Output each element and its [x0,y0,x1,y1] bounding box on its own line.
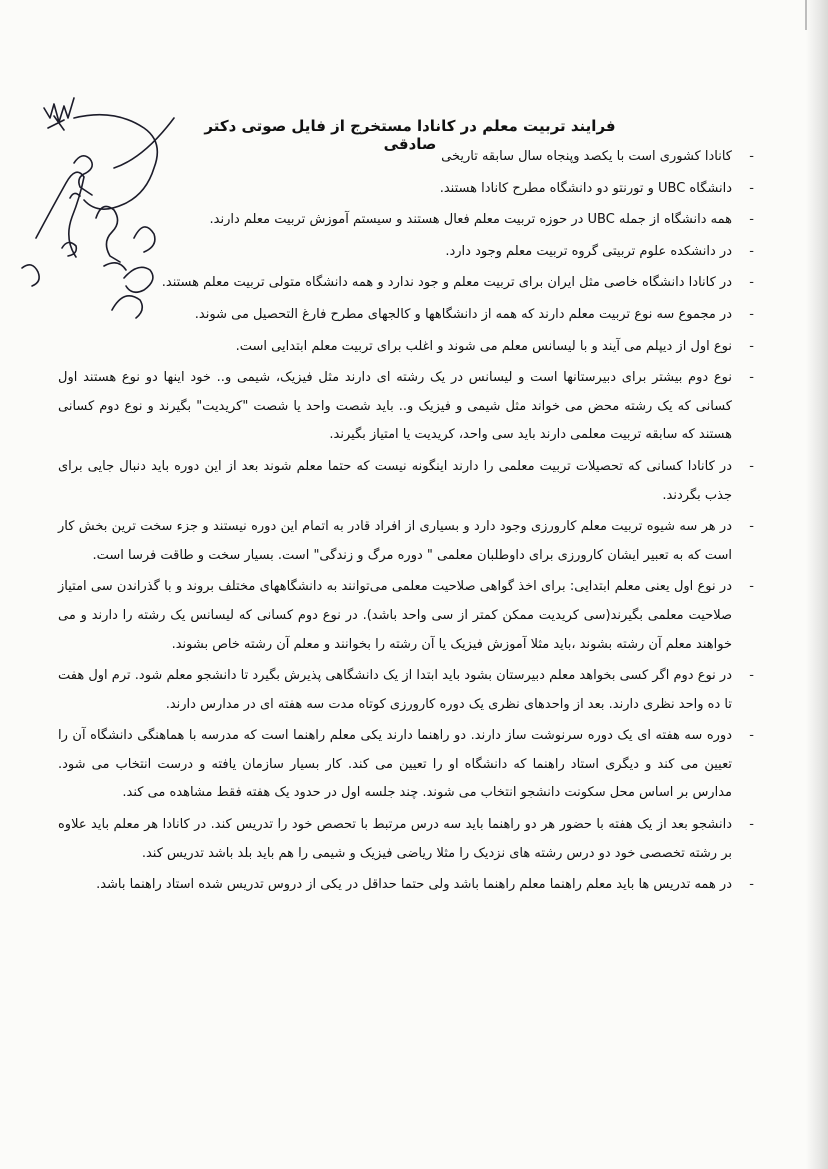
list-item-text: در همه تدریس ها باید معلم راهنما معلم راهنما باشد ولی حتما حداقل در یکی از دروس تدریس شده استاد راهنما باشد. [96,877,732,893]
list-item-text: دانشگاه UBC و تورنتو دو دانشگاه مطرح کانادا هستند. [439,180,732,196]
bullet-dash: - [749,306,754,322]
list-item-text: در دانشکده علوم تربیتی گروه تربیت معلم وجود دارد. [445,243,732,259]
bullet-dash: - [749,275,754,291]
list-item-text: نوع اول از دیپلم می آیند و با لیسانس معلم می شوند و اغلب برای تربیت معلم ابتدایی است. [235,338,732,354]
list-item [58,333,756,362]
bullet-dash: - [749,458,754,474]
list-item-text: در مجموع سه نوع تربیت معلم دارند که همه از دانشگاهها و کالجهای مطرح فارغ التحصیل می شوند. [194,306,732,322]
bullet-dash: - [749,579,754,595]
bullet-dash: - [749,338,754,354]
list-item-text: در نوع دوم اگر کسی بخواهد معلم دبیرستان بشود باید ابتدا از یک دانشگاهی پذیرش بگیرد تا دانشجو معلم شود. ترم اول هفت تا ده واحد نظری دارند. بعد از واحدهای نظری یک دوره کارورزی کوتاه مدت سه هفته ای در مدارس دارند. [58,668,732,712]
bullet-dash: - [749,180,754,196]
list-item-text: دانشجو بعد از یک هفته با حضور هر دو راهنما باید سه درس مرتبط با تحصص خود را تدریس کند. در کانادا هر معلم باید علاوه بر رشته تخصصی خود دو درس رشته های نزدیک را مثلا ریاضی فیزیک و شیمی را هم باید بلد باشد تدریس کند. [58,817,732,861]
list-item [58,573,756,659]
page-edge-shadow [806,0,828,1169]
list-item [58,364,756,450]
list-item [58,269,756,298]
bullet-dash: - [749,149,754,164]
list-item [58,238,756,267]
list-item [58,811,756,868]
list-item [58,513,756,570]
list-item [58,871,756,900]
list-item-text: در کانادا کسانی که تحصیلات تربیت معلمی را دارند اینگونه نیست که حتما معلم شوند بعد از این دوره باید دنبال جایی برای جذب بگردند. [58,458,732,503]
list-item [58,143,756,172]
page-fold-mark [805,0,807,30]
list-item [58,662,756,719]
bullet-dash: - [749,817,754,833]
list-item-text: در هر سه شیوه تربیت معلم کارورزی وجود دارد و بسیاری از افراد قادر به اتمام این دوره نیستند و جزء سخت ترین بخش کار است که به تعبیر ایشان کارورزی برای داوطلبان معلمی " دوره مرگ و زندگی" است. بسیار سخت و طاقت فرسا است. [58,519,732,563]
list-item-text: کانادا کشوری است با یکصد وپنجاه سال سابقه تاریخی [441,149,732,164]
bullet-dash: - [749,728,754,744]
list-item-text: دوره سه هفته ای یک دوره سرنوشت ساز دارند. دو راهنما دارند یکی معلم راهنما است که مدرسه با هماهنگی دانشگاه آن را تعیین می کند و دیگری استاد راهنما که دانشگاه او را تعیین می کند. کار بسیار سازمان یافته و درست انتخاب می شود. مدارس بر اساس محل سکونت دانشجو انتخاب می شوند. چند جلسه اول در حدود یک هفته فقط مشاهده می کند. [58,728,732,801]
list-item [58,206,756,235]
document-title: فرایند تربیت معلم در کانادا مستخرج از فایل صوتی دکتر صادقی [204,117,616,153]
bullet-dash: - [749,519,754,535]
list-item-text: نوع دوم بیشتر برای دبیرستانها است و لیسانس در یک رشته ای دارند مثل فیزیک، شیمی و.. خود اینها دو نوع هستند اول کسانی که یک رشته محض می خواند مثل شیمی و فیزیک و.. باید شصت واحد یا شصت "کریدیت" بگیرند و نوع دوم کسانی هستند که سابقه تربیت معلمی دارند باید سی واحد، کریدیت یا امتیاز بگیرند. [58,370,732,443]
list-item [58,301,756,330]
list-item [58,722,756,808]
bullet-dash: - [749,877,754,893]
bullet-dash: - [749,668,754,684]
bullet-dash: - [749,212,754,228]
list-item-text: در نوع اول یعنی معلم ابتدایی: برای اخذ گواهی صلاحیت معلمی می‌توانند به دانشگاههای مختلف بروند و با گذراندن سی امتیاز صلاحیت معلمی بگیرند(سی کریدیت ممکن کمتر از سی واحد باشد). در نوع دوم کسانی که لیسانس یک رشته را دارند و می خواهند معلم آن رشته بشوند ،باید مثلا آموزش فیزیک یا آن رشته را بخوانند و معلم آن رشته خاص بشوند. [58,579,732,652]
list-item-text: در کانادا دانشگاه خاصی مثل ایران برای تربیت معلم و جود ندارد و همه دانشگاه متولی تربیت معلم هستند. [161,275,732,291]
bullet-dash: - [749,370,754,386]
bullet-list [58,143,756,903]
list-item [58,175,756,204]
bullet-dash: - [749,243,754,259]
list-item-text: همه دانشگاه از جمله UBC در حوزه تربیت معلم فعال هستند و سیستم آموزش تربیت معلم دارند. [209,212,732,228]
list-item [58,453,756,510]
